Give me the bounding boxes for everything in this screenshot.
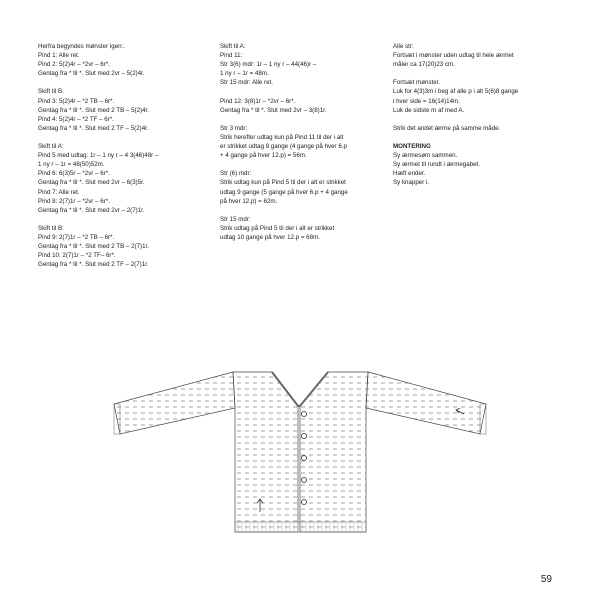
montering-section <box>393 142 568 187</box>
text-line: Alle str: <box>393 43 414 50</box>
text-line: Strik det andet ærme på samme måde. <box>393 124 501 132</box>
text-line: Sy ærmesøm sammen. <box>393 152 458 160</box>
text-line: Pind 10: 2(7)1r – *2 TF– 6r*. <box>38 252 116 260</box>
text-column-3 <box>393 42 568 188</box>
text-line: Pind 11: <box>220 52 243 60</box>
text-line: + 4 gange på hver 12.p) = 56m. <box>220 152 307 160</box>
text-line: er strikket udtag 8 gange (4 gange på hver 6.p <box>220 143 347 151</box>
text-column-2 <box>220 42 385 251</box>
text-line: Pind 5 med udtag: 1r – 1 ny r – 4 3(46)48r – <box>38 152 159 160</box>
text-line: Strik udtag på Pind 5 til der i alt er strikket <box>220 224 335 232</box>
paragraph <box>38 42 203 78</box>
paragraph <box>393 42 568 69</box>
text-line: Pind 1: Alle ret. <box>38 52 80 60</box>
text-line: Str 3 mdr: <box>220 124 248 132</box>
text-line: Str 15 mdr: Alle ret. <box>220 79 273 87</box>
text-line: Luk for 4(3)3m i beg af alle p i alt 5(6)8 gange <box>393 88 519 96</box>
text-line: Sy ærmet til rundt i ærmegabet. <box>393 161 480 169</box>
paragraph <box>220 124 385 160</box>
paragraph <box>393 124 568 133</box>
text-line: Pind 8: 2(7)1r – *2vr – 6r*. <box>38 197 110 205</box>
text-line: udtag 9 gange (5 gange på hver 6.p + 4 gange <box>220 188 348 196</box>
text-line: Skift til B: <box>38 224 64 232</box>
text-line: Strik udtag kun på Pind 5 til der i alt er strikket <box>220 179 346 187</box>
paragraph <box>220 169 385 205</box>
page-number: 59 <box>540 574 552 585</box>
text-line: Gentag fra * til *. Slut med 2 TF – 5(2)4r. <box>38 124 149 132</box>
text-line: Fortsæt mønster. <box>393 79 441 87</box>
text-line: Sy knapper i. <box>393 179 430 187</box>
text-line: 1 ny r – 1r = 48(50)52m. <box>38 161 105 169</box>
cardigan-body <box>233 372 368 532</box>
text-line: Gentag fra * til *. Slut med 2 TB – 5(2)4r. <box>38 106 149 114</box>
text-line: Str (6) mdr: <box>220 170 252 178</box>
button <box>302 478 307 483</box>
text-line: Gentag fra * til *. Slut med 2vr – 5(2)4r. <box>38 70 145 78</box>
paragraph <box>38 142 203 215</box>
paragraph <box>38 87 203 132</box>
text-line: Pind 2: 5(2)4r – *2vr – 6r*. <box>38 61 110 69</box>
text-line: på hver 12.p) = 62m. <box>220 197 278 205</box>
paragraph <box>220 97 385 115</box>
paragraph <box>220 42 385 87</box>
button <box>302 456 307 461</box>
text-column-1 <box>38 42 203 278</box>
text-line: Pind 7: Alle ret. <box>38 188 80 196</box>
text-line: Pind 6: 6(3)5r – *2vr – 6r*. <box>38 170 110 178</box>
text-line: Gentag fra * til *. Slut med 2vr – 6(3)5r. <box>38 179 145 187</box>
text-line: Pind 12: 3(8)1r – *2vr – 6r*. <box>220 97 296 105</box>
right-sleeve <box>366 372 486 434</box>
paragraph <box>393 78 568 114</box>
text-line: udtag 10 gange på hver 12.p = 68m. <box>220 233 320 241</box>
paragraph <box>220 215 385 242</box>
text-line: Skift til A: <box>38 143 64 151</box>
text-line: Herfra begyndes mønster igen:. <box>38 43 126 50</box>
button <box>302 500 307 505</box>
text-line: måler ca 17(20)23 cm. <box>393 61 455 69</box>
text-line: Gentag fra * til *. Slut med 2vr – 2(7)1r. <box>38 206 145 214</box>
text-line: Pind 3: 5(2)4r – *2 TB – 6r*. <box>38 97 115 105</box>
text-line: Gentag fra * til *. Slut med 2vr – 3(8)1r. <box>220 106 327 114</box>
text-line: 1 ny r – 1r = 48m. <box>220 70 269 78</box>
text-line: Strik herefter udtag kun på Pind 11 til der i alt <box>220 133 344 141</box>
button <box>302 434 307 439</box>
text-line: Gentag fra * til *. Slut med 2 TF – 2(7)1r. <box>38 261 149 269</box>
text-line: Luk de sidste m af med A. <box>393 106 465 114</box>
text-line: Fortsæt i mønster uden udtag til hele ærmet <box>393 52 514 60</box>
text-line: Hæft ender. <box>393 170 426 178</box>
text-line: i hver side = 16(14)14m. <box>393 97 460 105</box>
text-line: Skift til A: <box>220 43 246 50</box>
paragraph <box>38 224 203 269</box>
text-line: Str 15 mdr: <box>220 215 251 223</box>
cardigan-schematic <box>100 362 500 542</box>
section-heading: MONTERING <box>393 143 431 151</box>
button <box>302 412 307 417</box>
text-line: Str 3(6) mdr: 1r – 1 ny r – 44(46)r – <box>220 61 317 69</box>
text-line: Gentag fra * til *. Slut med 2 TB – 2(7)1r. <box>38 243 149 251</box>
text-line: Skift til B. <box>38 88 64 96</box>
text-line: Pind 4: 5(2)4r – *2 TF – 6r*. <box>38 115 114 123</box>
hem-ribbing <box>235 522 366 532</box>
left-sleeve <box>114 372 235 434</box>
text-line: Pind 9: 2(7)1r – *2 TB – 6r*. <box>38 233 115 241</box>
